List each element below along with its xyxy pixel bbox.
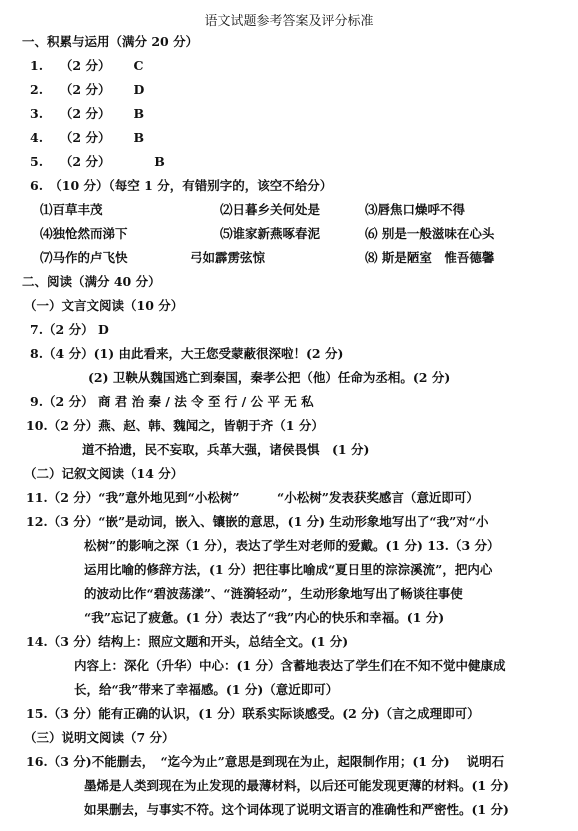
- answer-q13-line: “我”忘记了疲惫。(1 分）表达了“我”内心的快乐和幸福。(1 分): [84, 610, 445, 625]
- answer-q7: 7.（2 分） D: [30, 322, 109, 337]
- part-3-heading: （三）说明文阅读（7 分）: [24, 730, 175, 745]
- poem-answer-1: ⑴百草丰茂: [40, 202, 103, 217]
- answer-q10-2: 道不拾遗，民不妄取，兵革大强，诸侯畏惧 (1 分): [82, 442, 370, 457]
- answer-q15: 15.（3 分）能有正确的认识，(1 分）联系实际谈感受。(2 分)（言之成理即可）: [26, 706, 480, 721]
- poem-answer-3: ⑶唇焦口燥呼不得: [365, 202, 466, 217]
- poem-answer-7a: ⑺马作的卢飞快: [40, 250, 128, 265]
- answer-q1: 1. （2 分） C: [30, 58, 144, 73]
- answer-q16-line: 如果删去，与事实不符。这个词体现了说明文语言的准确性和严密性。(1 分): [84, 802, 509, 817]
- answer-q11: 11.（2 分）“我”意外地见到“小松树” “小松树”发表获奖感言（意近即可）: [26, 490, 479, 505]
- answer-q14-line: 长，给“我”带来了幸福感。(1 分)（意近即可）: [74, 682, 339, 697]
- section-1-heading: 一、积累与运用（满分 20 分）: [22, 34, 199, 49]
- section-2-heading: 二、阅读（满分 40 分）: [22, 274, 161, 289]
- page-title: 语文试题参考答案及评分标准: [204, 14, 374, 29]
- answer-q8-2: (2) 卫鞅从魏国逃亡到秦国，秦孝公把（他）任命为丞相。(2 分): [88, 370, 451, 385]
- answer-q10-1: 10.（2 分）燕、赵、韩、魏闻之，皆朝于齐（1 分）: [26, 418, 324, 433]
- part-2-heading: （二）记叙文阅读（14 分）: [24, 466, 184, 481]
- answer-q14-line: 内容上：深化（升华）中心：(1 分）含蓄地表达了学生们在不知不觉中健康成: [74, 658, 506, 673]
- answer-q9: 9.（2 分） 商 君 治 秦 / 法 令 至 行 / 公 平 无 私: [30, 394, 314, 409]
- answer-q6: 6. （10 分）（每空 1 分，有错别字的，该空不给分）: [30, 178, 333, 193]
- answer-q13-line: 的波动比作“碧波荡漾”、“涟漪轻动”，生动形象地写出了畅谈往事使: [84, 586, 463, 601]
- answer-q16-line: 墨烯是人类到现在为止发现的最薄材料，以后还可能发现更薄的材料。(1 分): [84, 778, 509, 793]
- answer-q5: 5. （2 分） B: [30, 154, 165, 169]
- poem-answer-6: ⑹ 别是一般滋味在心头: [365, 226, 495, 241]
- poem-answer-2: ⑵日暮乡关何处是: [220, 202, 321, 217]
- answer-q13-line: 运用比喻的修辞方法，(1 分）把往事比喻成“夏日里的淙淙溪流”，把内心: [84, 562, 493, 577]
- part-1-heading: （一）文言文阅读（10 分）: [24, 298, 184, 313]
- poem-answer-7b: 弓如霹雳弦惊: [190, 250, 266, 265]
- answer-q4: 4. （2 分） B: [30, 130, 145, 145]
- answer-q12-line: 松树”的影响之深（1 分），表达了学生对老师的爱戴。(1 分) 13.（3 分）: [84, 538, 500, 553]
- answer-q2: 2. （2 分） D: [30, 82, 145, 97]
- poem-answer-8: ⑻ 斯是陋室 惟吾德馨: [365, 250, 495, 265]
- poem-answer-4: ⑷独怆然而涕下: [40, 226, 128, 241]
- answer-q3: 3. （2 分） B: [30, 106, 145, 121]
- answer-q12-line: 12.（3 分）“嵌”是动词，嵌入、镶嵌的意思，(1 分) 生动形象地写出了“我”对“小: [26, 514, 489, 529]
- answer-q16-line: 16.（3 分)不能删去， “迄今为止”意思是到现在为止，起限制作用；(1 分) 说明石: [26, 754, 505, 769]
- answer-q14-line: 14.（3 分）结构上：照应文题和开头，总结全文。(1 分): [26, 634, 349, 649]
- answer-q8-1: 8.（4 分）(1) 由此看来，大王您受蒙蔽很深啦！(2 分): [30, 346, 344, 361]
- poem-answer-5: ⑸谁家新燕啄春泥: [220, 226, 321, 241]
